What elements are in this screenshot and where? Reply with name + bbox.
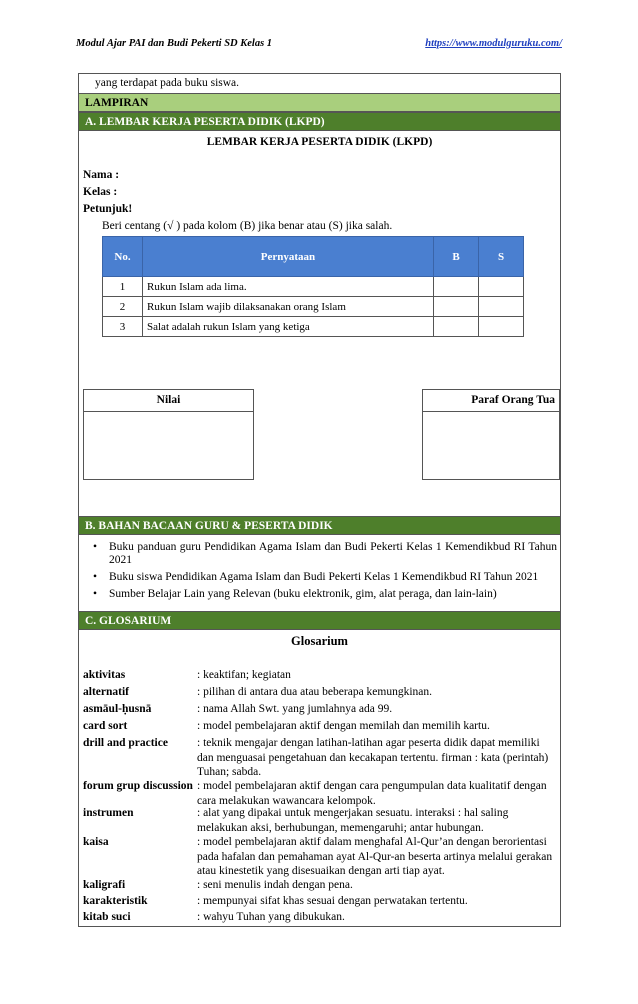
glossary-term: card sort xyxy=(83,720,128,732)
col-no: No. xyxy=(103,237,143,277)
section-c-bar: C. GLOSARIUM xyxy=(79,611,560,630)
glossary-term: kitab suci xyxy=(83,911,131,923)
glossary-term: aktivitas xyxy=(83,669,126,681)
glossary-definition: : pilihan di antara dua atau beberapa kemungkinan. xyxy=(197,686,433,698)
paraf-box[interactable] xyxy=(422,389,560,480)
glossary-term: forum grup discussion xyxy=(83,780,193,792)
top-text: yang terdapat pada buku siswa. xyxy=(95,77,240,89)
reference-list xyxy=(99,541,557,605)
lkpd-table xyxy=(102,236,524,337)
section-b-bar: B. BAHAN BACAAN GURU & PESERTA DIDIK xyxy=(79,516,560,535)
col-pernyataan: Pernyataan xyxy=(143,237,434,277)
list-item: • Sumber Belajar Lain yang Relevan (buku elektronik, gim, alat peraga, dan lain-lain) xyxy=(99,588,557,601)
row-statement: Rukun Islam wajib dilaksanakan orang Islam xyxy=(143,297,434,317)
glossary-definition: : wahyu Tuhan yang dibukukan. xyxy=(197,911,345,923)
section-a-bar: A. LEMBAR KERJA PESERTA DIDIK (LKPD) xyxy=(79,112,560,131)
list-item: • Buku siswa Pendidikan Agama Islam dan Budi Pekerti Kelas 1 Kemendikbud RI Tahun 2021 xyxy=(99,571,557,584)
nilai-box[interactable] xyxy=(83,389,254,480)
glossary-definition: : seni menulis indah dengan pena. xyxy=(197,879,353,891)
row-statement: Rukun Islam ada lima. xyxy=(143,277,434,297)
answer-cell-b[interactable] xyxy=(434,317,479,337)
header-title: Modul Ajar PAI dan Budi Pekerti SD Kelas 1 xyxy=(76,38,273,49)
row-number: 3 xyxy=(103,317,143,337)
glossary-definition: : keaktifan; kegiatan xyxy=(197,669,291,681)
petunjuk-label: Petunjuk! xyxy=(83,203,133,215)
glossary-term: drill and practice xyxy=(83,737,168,749)
glossary-definition: : alat yang dipakai untuk mengerjakan sesuatu. interaksi : hal saling melakukan aksi, berhubungan, memengaruhi; antar hubungan. xyxy=(197,807,509,834)
nama-label: Nama : xyxy=(83,169,120,181)
glossary-term: karakteristik xyxy=(83,895,148,907)
table-row xyxy=(103,277,524,297)
list-item: • Buku panduan guru Pendidikan Agama Islam dan Budi Pekerti Kelas 1 Kemendikbud RI Tahun 2021 xyxy=(99,541,557,567)
glossary-definition: : model pembelajaran aktif dengan memilah dan memilih kartu. xyxy=(197,720,490,732)
answer-cell-s[interactable] xyxy=(479,277,524,297)
row-statement: Salat adalah rukun Islam yang ketiga xyxy=(143,317,434,337)
table-row xyxy=(103,297,524,317)
table-header-row xyxy=(103,237,524,277)
answer-cell-b[interactable] xyxy=(434,297,479,317)
glossary-term: instrumen xyxy=(83,807,134,819)
glosarium-title: Glosarium xyxy=(291,634,348,648)
glossary-definition: : mempunyai sifat khas sesuai dengan perwatakan tertentu. xyxy=(197,895,468,907)
instruction-text: Beri centang (√ ) pada kolom (B) jika benar atau (S) jika salah. xyxy=(102,220,393,232)
glossary-definition: : nama Allah Swt. yang jumlahnya ada 99. xyxy=(197,703,393,715)
glossary-definition: : model pembelajaran aktif dalam menghafal Al-Qur’an dengan berorientasi pada hafalan dan pemahaman ayat Al-Qur-an beserta artinya melalui gerakan atau kinestetik yang disesuaikan dengan arti tiap ayat. xyxy=(197,836,553,877)
kelas-label: Kelas : xyxy=(83,186,118,198)
glossary-term: kaligrafi xyxy=(83,879,126,891)
glossary-definition: : model pembelajaran aktif dengan cara pengumpulan data kualitatif dengan cara melakukan wawancara kelompok. xyxy=(197,780,547,807)
glossary-term: asmāul-ḥusnā xyxy=(83,703,152,715)
document-frame xyxy=(78,73,561,927)
glossary-definition: : teknik mengajar dengan latihan-latihan agar peserta didik dapat memiliki dan menguasai pengetahuan dan kecakapan tertentu. firman : kata (perintah) Tuhan; sabda. xyxy=(197,737,549,778)
lkpd-title: LEMBAR KERJA PESERTA DIDIK (LKPD) xyxy=(206,136,433,148)
lampiran-bar: LAMPIRAN xyxy=(79,93,560,112)
col-s: S xyxy=(479,237,524,277)
nilai-label: Nilai xyxy=(84,390,253,412)
answer-cell-s[interactable] xyxy=(479,297,524,317)
table-row xyxy=(103,317,524,337)
answer-cell-b[interactable] xyxy=(434,277,479,297)
paraf-label: Paraf Orang Tua xyxy=(423,390,559,412)
glossary-term: alternatif xyxy=(83,686,129,698)
row-number: 2 xyxy=(103,297,143,317)
header-link[interactable]: https://www.modulguruku.com/ xyxy=(425,38,562,49)
glossary-term: kaisa xyxy=(83,836,109,848)
answer-cell-s[interactable] xyxy=(479,317,524,337)
page-header xyxy=(76,38,562,56)
row-number: 1 xyxy=(103,277,143,297)
col-b: B xyxy=(434,237,479,277)
